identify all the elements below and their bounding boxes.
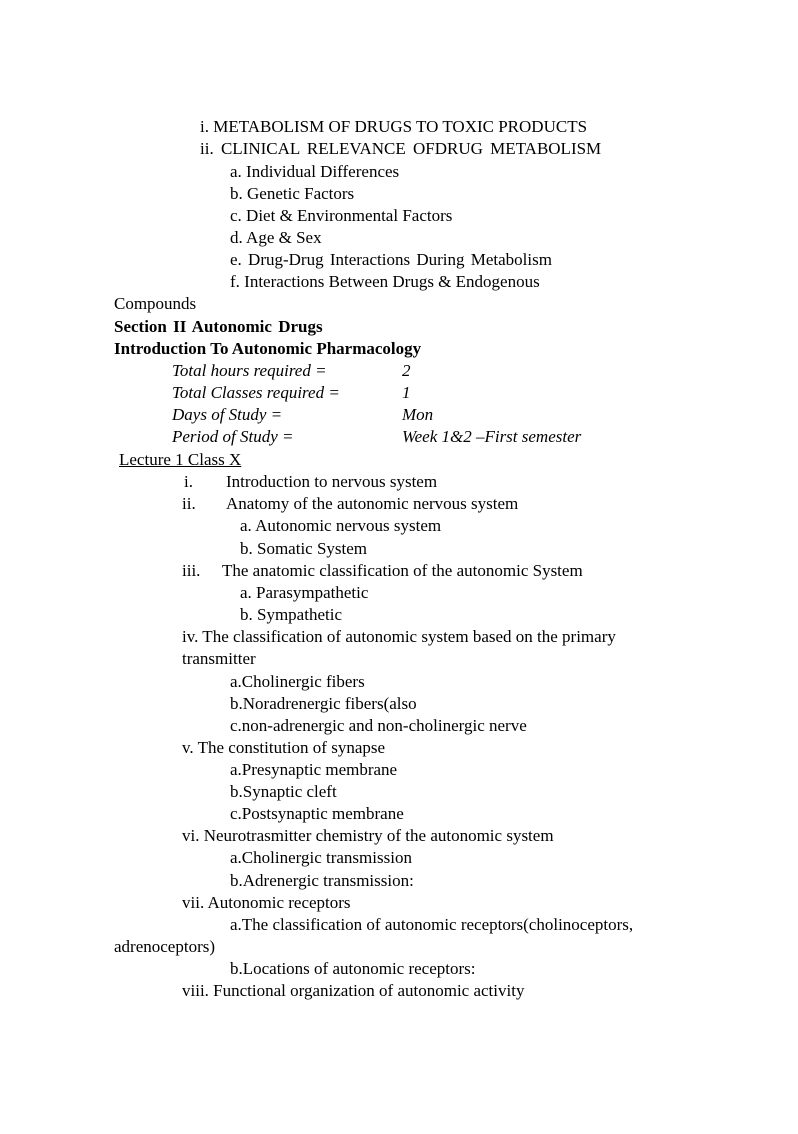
lecture-item-v: v. The constitution of synapse [182,738,386,757]
lecture-item-vii-sub-b: b.Locations of autonomic receptors: [230,959,476,978]
lecture-item-vi: vi. Neurotrasmitter chemistry of the autonomic system [182,826,554,845]
sub-item-c: c. Diet & Environmental Factors [230,206,453,225]
lecture-item-vii-sub-a-line2: adrenoceptors) [114,937,216,956]
item-i-toxic-products: i. METABOLISM OF DRUGS TO TOXIC PRODUCTS [200,117,588,136]
lecture-item-iv-sub-c: c.non-adrenergic and non-cholinergic nerve [230,716,527,735]
schedule-label-period: Period of Study = [172,427,294,446]
schedule-value-days: Mon [402,405,434,424]
lecture-item-i-text: Introduction to nervous system [226,472,438,491]
lecture-item-iii-sub-a: a. Parasympathetic [240,583,369,602]
sub-item-d: d. Age & Sex [230,228,322,247]
lecture-item-v-sub-a: a.Presynaptic membrane [230,760,398,779]
sub-item-e: e. Drug-Drug Interactions During Metabolism [230,250,552,269]
sub-item-a: a. Individual Differences [230,162,400,181]
lecture-item-i-num: i. [184,472,193,491]
lecture-item-ii-num: ii. [182,494,196,513]
continuation-text: Compounds [114,294,197,313]
lecture-item-iii-num: iii. [182,561,201,580]
lecture-title: Lecture 1 Class X [119,450,242,469]
lecture-item-ii-sub-a: a. Autonomic nervous system [240,516,442,535]
lecture-item-viii: viii. Functional organization of autonomic activity [182,981,525,1000]
schedule-label-classes: Total Classes required = [172,383,340,402]
schedule-value-period: Week 1&2 –First semester [402,427,582,446]
section-heading: Section II Autonomic Drugs [114,317,323,336]
sub-item-b: b. Genetic Factors [230,184,355,203]
sub-item-f: f. Interactions Between Drugs & Endogenous [230,272,540,291]
lecture-item-ii-text: Anatomy of the autonomic nervous system [226,494,519,513]
schedule-value-classes: 1 [402,383,411,402]
schedule-value-hours: 2 [402,361,411,380]
lecture-item-iii-text: The anatomic classification of the autonomic System [222,561,583,580]
section-subheading: Introduction To Autonomic Pharmacology [114,339,422,358]
lecture-item-vi-sub-b: b.Adrenergic transmission: [230,871,414,890]
lecture-item-iv-line1: iv. The classification of autonomic system based on the primary [182,627,616,646]
lecture-item-iii-sub-b: b. Sympathetic [240,605,342,624]
lecture-item-v-sub-b: b.Synaptic cleft [230,782,337,801]
lecture-item-v-sub-c: c.Postsynaptic membrane [230,804,404,823]
schedule-label-hours: Total hours required = [172,361,327,380]
schedule-label-days: Days of Study = [172,405,283,424]
lecture-item-vi-sub-a: a.Cholinergic transmission [230,848,412,867]
lecture-item-iv-sub-a: a.Cholinergic fibers [230,672,365,691]
lecture-item-vii-sub-a-line1: a.The classification of autonomic receptors(cholinoceptors, [230,915,634,934]
lecture-item-iv-line2: transmitter [182,649,256,668]
item-ii-clinical-relevance: ii. CLINICAL RELEVANCE OFDRUG METABOLISM [200,139,602,158]
lecture-item-ii-sub-b: b. Somatic System [240,539,368,558]
lecture-item-iv-sub-b: b.Noradrenergic fibers(also [230,694,417,713]
lecture-item-vii: vii. Autonomic receptors [182,893,351,912]
